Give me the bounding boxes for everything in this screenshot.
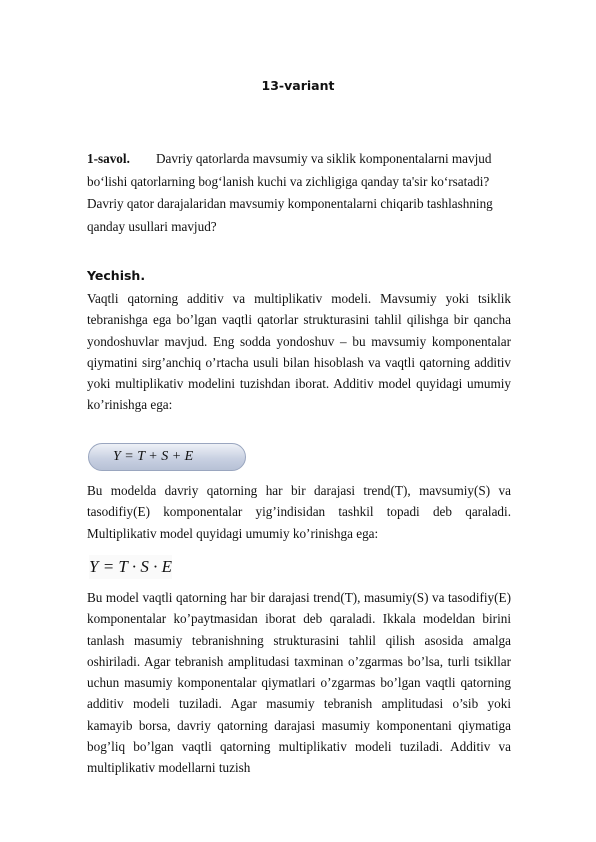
- paragraph-model-choice: Bu model vaqtli qatorning har bir darajasi trend(T), masumiy(S) va tasodifiy(E) komponentalar ko’paytmasidan iborat deb qaraladi. Ikkala modeldan birini tanlash masumiy tebranishning strukturasini tahlil qilish asosida amalga oshiriladi. Agar tebranish amplitudasi taxminan o’zgarmas bo’lsa, turli tsikllar uchun masumiy komponentalar qiymatlari o’zgarmas bo’lgan vaqtli qatorning additiv modeli tuziladi. Agar masumiy tebranish amplitudasi o’sib yoki kamayib borsa, davriy qatorning darajasi masumiy komponentani qiymatiga bog’liq bo’lgan vaqtli qatorning multiplikativ modeli tuziladi. Additiv va multiplikativ modellarni tuzish: [87, 590, 511, 776]
- question-block: [87, 148, 517, 238]
- question-text-2: bo‘lishi qatorlarning bog‘lanish kuchi va zichligiga qanday ta'sir ko‘rsatadi?: [87, 173, 490, 189]
- question-text-1: Davriy qatorlarda mavsumiy va siklik komponentalarni mavjud: [156, 151, 492, 166]
- question-text-4: qanday usullari mavjud?: [87, 218, 217, 234]
- question-text-3: Davriy qator darajalaridan mavsumiy komponentalarni chiqarib tashlashning: [87, 196, 493, 211]
- paragraph-multiplicative-intro: Bu modelda davriy qatorning har bir darajasi trend(T), mavsumiy(S) va tasodifiy(E) komponentalar yig’indisidan tashkil topadi deb qaraladi. Multiplikativ model quyidagi umumiy ko’rinishga ega:: [87, 483, 511, 541]
- question-number: 1-savol.: [87, 151, 130, 166]
- additive-formula: Y = T + S + E: [88, 443, 246, 471]
- variant-title: 13-variant: [261, 78, 335, 93]
- paragraph-additive-intro: Vaqtli qatorning additiv va multiplikativ modeli. Mavsumiy yoki tsiklik tebranishga ega bo’lgan vaqtli qatorlar strukturasini tahlil qilishga bir qancha yondoshuvlar mavjud. Eng sodda yondoshuv – bu mavsumiy komponentalar qiymatini sirg’anchiq o’rtacha usuli bilan hisoblash va vaqtli qatorning additiv yoki multiplikativ modelini tuzishdan iborat. Additiv model quyidagi umumiy ko’rinishga ega:: [87, 291, 511, 413]
- multiplicative-formula: Y = T · S · E: [89, 555, 172, 579]
- solution-heading: Yechish.: [87, 268, 146, 283]
- question-line-1: [87, 148, 517, 171]
